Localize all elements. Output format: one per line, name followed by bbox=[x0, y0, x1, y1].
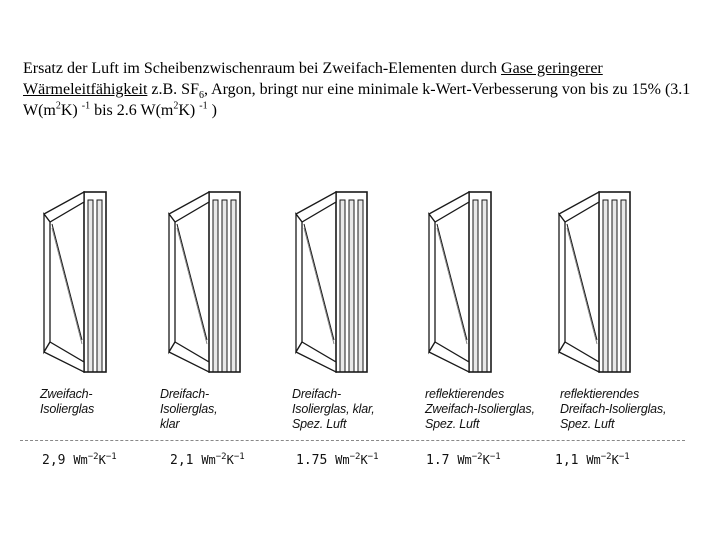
unit-exponent: −2 bbox=[215, 452, 227, 462]
window-drawings bbox=[20, 182, 690, 382]
window-caption bbox=[560, 387, 666, 432]
unit-base: Wm bbox=[201, 453, 216, 467]
glass-diagonal bbox=[52, 224, 82, 340]
glass-pane bbox=[612, 200, 617, 372]
glass-diagonal bbox=[567, 224, 597, 340]
u-value bbox=[170, 452, 245, 468]
unit-kelvin: K bbox=[98, 453, 106, 467]
intro-part: bis 2.6 W(m bbox=[90, 102, 174, 119]
window-caption bbox=[292, 387, 375, 432]
u-value bbox=[296, 452, 379, 468]
glass-diagonal bbox=[304, 224, 334, 340]
caption-line: Isolierglas, bbox=[160, 402, 218, 416]
frame-top bbox=[44, 192, 84, 222]
glass-diagonal bbox=[304, 228, 334, 344]
intro-part: , Argon, bringt nur eine minimale k-Wert-Verbesserung von bis zu 15% (3.1 W(m bbox=[23, 81, 691, 119]
intro-underlined-phrase: Gase geringerer Wärmeleitfähigkeit bbox=[23, 60, 603, 98]
u-value-number: 1.75 bbox=[296, 453, 336, 468]
glass-diagonal bbox=[437, 224, 467, 340]
unit-base: Wm bbox=[586, 453, 601, 467]
unit-exponent: −2 bbox=[471, 452, 483, 462]
u-value-row bbox=[20, 444, 690, 472]
unit-exponent: −1 bbox=[105, 452, 117, 462]
caption-line: Dreifach- bbox=[160, 387, 209, 401]
frame-bottom bbox=[296, 342, 336, 372]
sf-subscript: 6 bbox=[198, 90, 204, 102]
u-value bbox=[555, 452, 630, 468]
unit-base: Wm bbox=[335, 453, 350, 467]
caption-line: Isolierglas, klar, bbox=[292, 402, 375, 416]
window-caption bbox=[425, 387, 535, 432]
caption-line: Zweifach- bbox=[40, 387, 93, 401]
caption-line: reflektierendes bbox=[425, 387, 504, 401]
unit-exponent: −1 bbox=[489, 452, 501, 462]
frame-left bbox=[559, 214, 565, 352]
glass-pane bbox=[340, 200, 345, 372]
intro-part: ) bbox=[207, 102, 217, 119]
u-value-number: 1.7 bbox=[426, 453, 458, 468]
superscript: 2 bbox=[55, 100, 61, 112]
unit-exponent: −2 bbox=[349, 452, 361, 462]
caption-line: Spez. Luft bbox=[292, 417, 347, 431]
unit-exponent: −1 bbox=[618, 452, 630, 462]
caption-line: Dreifach-Isolierglas, bbox=[560, 402, 667, 416]
u-value-number: 1,1 bbox=[555, 453, 587, 468]
glass-pane bbox=[97, 200, 102, 372]
glass-pane bbox=[231, 200, 236, 372]
glass-pane bbox=[358, 200, 363, 372]
window-drawing bbox=[44, 192, 106, 372]
caption-line: klar bbox=[160, 417, 180, 431]
frame-top bbox=[169, 192, 209, 222]
frame-left bbox=[429, 214, 435, 352]
frame-left bbox=[296, 214, 302, 352]
glass-pane bbox=[473, 200, 478, 372]
frame-bottom bbox=[559, 342, 599, 372]
intro-text bbox=[23, 58, 703, 121]
frame-bottom bbox=[169, 342, 209, 372]
intro-part: K) bbox=[178, 102, 200, 119]
glass-pane bbox=[213, 200, 218, 372]
caption-line: Dreifach- bbox=[292, 387, 341, 401]
unit-exponent: −2 bbox=[600, 452, 612, 462]
frame-left bbox=[169, 214, 175, 352]
glass-diagonal bbox=[52, 228, 82, 344]
unit-base: Wm bbox=[73, 453, 88, 467]
glass-diagonal bbox=[567, 228, 597, 344]
window-drawing bbox=[429, 192, 491, 372]
glass-diagonal bbox=[177, 224, 207, 340]
caption-line: Isolierglas bbox=[40, 402, 95, 416]
glass-pane bbox=[222, 200, 227, 372]
frame-bottom bbox=[44, 342, 84, 372]
caption-line: Spez. Luft bbox=[425, 417, 480, 431]
window-drawing bbox=[559, 192, 630, 372]
unit-exponent: −1 bbox=[233, 452, 245, 462]
frame-top bbox=[559, 192, 599, 222]
unit-kelvin: K bbox=[226, 453, 234, 467]
frame-bottom bbox=[429, 342, 469, 372]
window-caption bbox=[40, 387, 94, 417]
glass-diagonal bbox=[437, 228, 467, 344]
unit-exponent: −1 bbox=[367, 452, 379, 462]
unit-exponent: −2 bbox=[87, 452, 99, 462]
glass-diagonal bbox=[177, 228, 207, 344]
window-drawing bbox=[296, 192, 367, 372]
unit-kelvin: K bbox=[611, 453, 619, 467]
intro-part: K) bbox=[60, 102, 82, 119]
caption-line: Zweifach-Isolierglas, bbox=[425, 402, 535, 416]
intro-part: Ersatz der Luft im Scheibenzwischenraum bei Zweifach-Elementen durch bbox=[23, 60, 502, 77]
glass-pane bbox=[603, 200, 608, 372]
superscript: -1 bbox=[81, 100, 91, 112]
u-value-number: 2,9 bbox=[42, 453, 74, 468]
u-value-number: 2,1 bbox=[170, 453, 202, 468]
superscript: -1 bbox=[199, 100, 208, 112]
glass-pane bbox=[621, 200, 626, 372]
unit-kelvin: K bbox=[360, 453, 368, 467]
unit-base: Wm bbox=[457, 453, 472, 467]
frame-top bbox=[429, 192, 469, 222]
divider-line bbox=[20, 440, 685, 442]
caption-line: reflektierendes bbox=[560, 387, 639, 401]
glass-pane bbox=[349, 200, 354, 372]
u-value bbox=[42, 452, 117, 468]
frame-edge bbox=[469, 192, 491, 372]
frame-edge bbox=[84, 192, 106, 372]
unit-kelvin: K bbox=[482, 453, 490, 467]
frame-top bbox=[296, 192, 336, 222]
u-value bbox=[426, 452, 501, 468]
window-drawing bbox=[169, 192, 240, 372]
glass-pane bbox=[482, 200, 487, 372]
superscript: 2 bbox=[173, 100, 179, 112]
caption-line: Spez. Luft bbox=[560, 417, 615, 431]
glazing-figure bbox=[20, 182, 690, 472]
window-caption bbox=[160, 387, 217, 432]
frame-left bbox=[44, 214, 50, 352]
intro-part: z.B. SF bbox=[147, 81, 199, 98]
glass-pane bbox=[88, 200, 93, 372]
